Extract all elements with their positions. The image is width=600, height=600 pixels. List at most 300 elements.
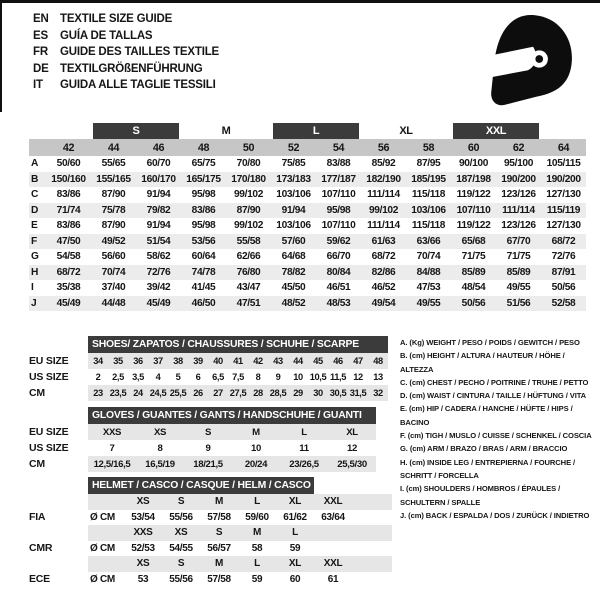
- row-label: EU SIZE: [29, 353, 88, 369]
- measurement-value: 115/118: [411, 220, 446, 232]
- row-letter: I: [31, 282, 34, 294]
- measurement-value: 61/63: [361, 234, 406, 250]
- helmet-table: [29, 477, 392, 587]
- helmet-size-label: XS: [162, 525, 200, 541]
- measurement-value: 65/68: [451, 234, 496, 250]
- spacer-cell: [29, 407, 88, 424]
- legend-item: J. (cm) BACK / ESPALDA / DOS / ZURÜCK / INDIETRO: [400, 510, 590, 520]
- measurement-value: 68/72: [541, 234, 586, 250]
- helmet-size-label: M: [200, 494, 238, 510]
- section-row: [29, 440, 376, 456]
- measurement-value: 54/58: [56, 251, 81, 263]
- helmet-size-label: S: [162, 494, 200, 510]
- measurement-value: 103/106: [276, 220, 311, 232]
- page-top-border: [0, 0, 600, 3]
- language-title: GUIDA ALLE TAGLIE TESSILI: [60, 79, 216, 92]
- measurement-value: 87/91: [541, 265, 586, 281]
- measurement-value: 62/66: [236, 251, 261, 263]
- language-code: ES: [33, 29, 48, 42]
- size-value: 18/21,5: [184, 456, 232, 472]
- measurement-value: 51/56: [496, 296, 541, 312]
- row-letter: H: [29, 265, 46, 281]
- size-value: 8: [255, 372, 261, 382]
- measurement-value: 45/49: [46, 296, 91, 312]
- language-title: GUÍA DE TALLAS: [60, 29, 153, 42]
- size-group-M: M: [221, 125, 231, 137]
- helmet-value: 59/60: [245, 511, 269, 523]
- measurement-row: [29, 187, 586, 203]
- measurement-value: 85/92: [371, 158, 396, 170]
- size-number: 58: [406, 139, 451, 156]
- helmet-value: 56/57: [207, 542, 231, 554]
- measurement-value: 41/45: [191, 282, 216, 294]
- helmet-value: 55/56: [169, 511, 193, 523]
- size-value: 12,5/16,5: [88, 456, 136, 472]
- size-value: 5: [175, 372, 181, 382]
- measurement-value: 68/72: [46, 265, 91, 281]
- section-row: [29, 353, 388, 369]
- measurement-value: 49/54: [361, 296, 406, 312]
- size-value: 44: [288, 353, 308, 369]
- spacer-cell: [314, 477, 352, 494]
- helmet-size-label: XS: [124, 494, 162, 510]
- spacer-cell: [88, 556, 124, 572]
- size-value: 27: [208, 385, 228, 401]
- language-title: GUIDE DES TAILLES TEXTILE: [60, 46, 219, 59]
- measurement-value: 123/126: [501, 189, 536, 201]
- measurement-value: 70/74: [416, 251, 441, 263]
- size-value: 12: [347, 442, 358, 454]
- section-title: GLOVES / GUANTES / GANTS / HANDSCHUHE / GUANTI: [88, 407, 376, 424]
- size-value: 12: [353, 372, 363, 382]
- helmet-value: 59: [289, 542, 301, 554]
- row-letter: C: [31, 189, 39, 201]
- size-value: 13: [373, 372, 383, 382]
- shoes-table: [29, 336, 388, 401]
- size-number: 54: [316, 139, 361, 156]
- size-value: XL: [328, 424, 376, 440]
- filler-cell: [352, 525, 392, 541]
- size-number: 52: [271, 139, 316, 156]
- measurement-value: 70/80: [236, 158, 261, 170]
- measurement-value: 65/75: [191, 158, 216, 170]
- measurement-value: 127/130: [546, 220, 581, 232]
- diameter-unit: Ø CM: [90, 542, 115, 554]
- measurement-value: 55/58: [226, 234, 271, 250]
- measurement-value: 103/106: [406, 203, 451, 219]
- helmet-value: 61: [327, 573, 339, 585]
- measurement-value: 80/84: [316, 265, 361, 281]
- legend-item: A. (Kg) WEIGHT / PESO / POIDS / GEWITCH / PESO: [400, 338, 580, 347]
- size-value: 29: [288, 385, 308, 401]
- measurement-value: 72/76: [551, 251, 576, 263]
- size-value: 3,5: [132, 372, 144, 382]
- filler-cell: [352, 541, 392, 557]
- measurement-value: 119/122: [456, 220, 491, 232]
- language-title: TEXTILE SIZE GUIDE: [60, 13, 173, 25]
- measurement-value: 107/110: [321, 220, 356, 232]
- helmet-value: [314, 541, 352, 557]
- measurement-value: 85/89: [496, 265, 541, 281]
- row-label: EU SIZE: [29, 424, 88, 440]
- language-title: TEXTILGRÖßENFÜHRUNG: [60, 62, 203, 75]
- size-number: 60: [451, 139, 496, 156]
- measurement-value: 177/187: [316, 172, 361, 188]
- helmet-size-row: [29, 494, 392, 510]
- measurement-value: 79/82: [136, 203, 181, 219]
- measurement-value: 71/75: [506, 251, 531, 263]
- size-value: 35: [108, 353, 128, 369]
- measurement-value: 46/51: [326, 282, 351, 294]
- section-row: [29, 456, 376, 472]
- measurement-value: 59/62: [316, 234, 361, 250]
- section-title: HELMET / CASCO / CASQUE / HELM / CASCO: [88, 477, 314, 494]
- page-left-border: [0, 0, 2, 112]
- row-label: CM: [29, 456, 88, 472]
- size-value: 25,5/30: [328, 456, 376, 472]
- section-row: [29, 385, 388, 401]
- measurement-row: [29, 265, 586, 281]
- measurement-value: 71/74: [46, 203, 91, 219]
- row-letter: A: [31, 158, 39, 170]
- helmet-size-label: [314, 525, 352, 541]
- gloves-table: [29, 407, 376, 472]
- measurement-value: 190/200: [541, 172, 586, 188]
- certification-label: ECE: [29, 572, 88, 588]
- size-value: 23,5: [108, 385, 128, 401]
- section-header-row: [29, 477, 392, 494]
- helmet-value: 55/56: [169, 573, 193, 585]
- legend-item: H. (cm) INSIDE LEG / ENTREPIERNA / FOURCHE / SCHRITT / FORCELLA: [400, 457, 576, 480]
- measurement-value: 99/102: [233, 189, 264, 201]
- size-value: S: [184, 424, 232, 440]
- measurement-value: 84/88: [406, 265, 451, 281]
- size-number: 50: [226, 139, 271, 156]
- size-value: 8: [157, 442, 163, 454]
- size-number: 44: [91, 139, 136, 156]
- size-value: 27,5: [228, 385, 248, 401]
- language-list: [33, 11, 219, 94]
- spacer-cell: [29, 525, 88, 541]
- measurement-value: 95/98: [191, 189, 216, 201]
- size-value: 7,5: [232, 372, 244, 382]
- size-value: 10,5: [309, 372, 327, 382]
- size-value: 30,5: [328, 385, 348, 401]
- language-code: EN: [33, 13, 49, 25]
- visor-pivot-inner: [535, 55, 543, 63]
- measurement-value: 150/160: [46, 172, 91, 188]
- helmet-size-label: S: [200, 525, 238, 541]
- language-row: [33, 77, 219, 94]
- legend-item: F. (cm) TIGH / MUSLO / CUISSE / SCHENKEL / COSCIA: [400, 431, 592, 441]
- spacer-cell: [88, 494, 124, 510]
- measurement-value: 64/68: [281, 251, 306, 263]
- language-row: [33, 11, 219, 28]
- size-group-row: [29, 123, 586, 139]
- measurement-value: 87/90: [101, 220, 126, 232]
- measurement-value: 99/102: [233, 220, 264, 232]
- helmet-value: 52/53: [131, 542, 155, 554]
- measurement-value: 155/165: [91, 172, 136, 188]
- measurement-value: 95/98: [191, 220, 216, 232]
- diameter-unit: Ø CM: [90, 573, 115, 585]
- measurement-row: [29, 203, 586, 219]
- spacer-cell: [29, 477, 88, 494]
- measurement-value: 63/66: [406, 234, 451, 250]
- size-number-row: [29, 139, 586, 156]
- measurement-value: 105/115: [546, 158, 581, 170]
- measurement-value: 185/195: [406, 172, 451, 188]
- helmet-value-row: [29, 572, 392, 588]
- size-value: 6: [195, 372, 201, 382]
- diameter-unit: Ø CM: [90, 511, 115, 523]
- measurement-value: 111/114: [496, 203, 541, 219]
- size-value: 11: [299, 442, 309, 454]
- measurement-row: [29, 280, 586, 296]
- language-code: DE: [33, 62, 49, 75]
- spacer-cell: [29, 139, 46, 156]
- measurement-value: 45/50: [281, 282, 306, 294]
- size-number: 46: [136, 139, 181, 156]
- measurement-value: 160/170: [136, 172, 181, 188]
- size-value: 39: [188, 353, 208, 369]
- spacer-cell: [29, 494, 88, 510]
- measurement-value: 35/38: [56, 282, 81, 294]
- textile-size-table: [29, 123, 586, 311]
- size-value: 32: [368, 385, 388, 401]
- helmet-size-label: XXL: [314, 556, 352, 572]
- helmet-value: 53/54: [131, 511, 155, 523]
- legend-item: I. (cm) SHOULDERS / HOMBROS / ÉPAULES / SCHULTERN / SPALLE: [400, 484, 561, 507]
- measurement-value: 87/90: [226, 203, 271, 219]
- helmet-size-label: XL: [276, 556, 314, 572]
- size-value: 28: [248, 385, 268, 401]
- size-group-spacer: [29, 123, 91, 139]
- size-number: 48: [181, 139, 226, 156]
- size-value: 34: [88, 353, 108, 369]
- measurement-value: 111/114: [367, 220, 400, 232]
- measurement-value: 48/54: [461, 282, 486, 294]
- helmet-value: 53: [137, 573, 149, 585]
- measurement-value: 72/76: [136, 265, 181, 281]
- helmet-icon: [472, 8, 582, 110]
- measurement-value: 53/56: [181, 234, 226, 250]
- row-letter: J: [29, 296, 46, 312]
- measurement-value: 123/126: [501, 220, 536, 232]
- helmet-value: 63/64: [321, 511, 345, 523]
- language-row: [33, 61, 219, 78]
- measurement-value: 52/58: [541, 296, 586, 312]
- row-letter: B: [29, 172, 46, 188]
- measurement-row: [29, 156, 586, 172]
- size-value: XS: [136, 424, 184, 440]
- legend-item: D. (cm) WAIST / CINTURA / TAILLE / HÜFTUNG / VITA: [400, 391, 587, 401]
- measurement-value: 82/86: [361, 265, 406, 281]
- filler-cell: [352, 494, 392, 510]
- legend-item: G. (cm) ARM / BRAZO / BRAS / ARM / BRACCIO: [400, 444, 568, 454]
- language-code: IT: [33, 79, 43, 92]
- measurement-value: 107/110: [321, 189, 356, 201]
- measurement-value: 46/50: [181, 296, 226, 312]
- helmet-value: 60: [289, 573, 301, 585]
- size-group-S: S: [91, 123, 181, 139]
- certification-label: FIA: [29, 510, 88, 526]
- size-value: 2: [95, 372, 101, 382]
- filler-cell: [352, 572, 392, 588]
- helmet-size-label: M: [238, 525, 276, 541]
- measurement-value: 71/75: [461, 251, 486, 263]
- size-value: 31,5: [348, 385, 368, 401]
- helmet-value: 61/62: [283, 511, 307, 523]
- measurement-value: 85/89: [451, 265, 496, 281]
- language-row: [33, 44, 219, 61]
- size-value: 25,5: [168, 385, 188, 401]
- language-row: [33, 28, 219, 45]
- measurement-value: 83/86: [56, 220, 81, 232]
- size-value: 46: [328, 353, 348, 369]
- size-value: 11,5: [330, 372, 346, 382]
- size-value: 43: [268, 353, 288, 369]
- measurement-value: 48/52: [271, 296, 316, 312]
- measurement-value: 83/86: [56, 189, 81, 201]
- size-group-L: L: [271, 123, 361, 139]
- size-value: 24: [128, 385, 148, 401]
- helmet-size-label: L: [238, 556, 276, 572]
- helmet-size-row: [29, 556, 392, 572]
- size-value: 10: [293, 372, 303, 382]
- measurement-value: 87/95: [416, 158, 441, 170]
- measurement-value: 115/118: [411, 189, 446, 201]
- row-letter: D: [29, 203, 46, 219]
- section-title: SHOES/ ZAPATOS / CHAUSSURES / SCHUHE / SCARPE: [88, 336, 388, 353]
- section-header-row: [29, 407, 376, 424]
- measurement-value: 75/85: [281, 158, 306, 170]
- measurement-value: 57/60: [271, 234, 316, 250]
- measurement-value: 37/40: [101, 282, 126, 294]
- measurement-value: 66/70: [326, 251, 351, 263]
- measurement-value: 103/106: [276, 189, 311, 201]
- measurement-value: 50/56: [451, 296, 496, 312]
- measurement-value: 99/102: [361, 203, 406, 219]
- helmet-value: 59: [251, 573, 263, 585]
- measurement-value: 173/183: [271, 172, 316, 188]
- measurement-row: [29, 172, 586, 188]
- size-value: 41: [228, 353, 248, 369]
- size-value: M: [232, 424, 280, 440]
- language-code: FR: [33, 46, 48, 59]
- row-label: CM: [29, 385, 88, 401]
- row-letter: G: [31, 251, 39, 263]
- size-value: 45: [308, 353, 328, 369]
- measurement-row: [29, 234, 586, 250]
- measurement-value: 91/94: [271, 203, 316, 219]
- measurement-value: 50/60: [56, 158, 81, 170]
- spacer-cell: [352, 477, 392, 494]
- section-header-row: [29, 336, 388, 353]
- spacer-cell: [88, 525, 124, 541]
- measurement-value: 182/190: [361, 172, 406, 188]
- size-value: 23/26,5: [280, 456, 328, 472]
- measurement-value: 91/94: [146, 189, 171, 201]
- measurement-row: [29, 249, 586, 265]
- helmet-value: 58: [251, 542, 263, 554]
- helmet-size-label: XS: [124, 556, 162, 572]
- measurement-value: 47/51: [226, 296, 271, 312]
- measurement-value: 39/42: [146, 282, 171, 294]
- measurement-value: 47/53: [416, 282, 441, 294]
- size-value: 6,5: [212, 372, 224, 382]
- measurement-value: 83/86: [181, 203, 226, 219]
- size-value: 47: [348, 353, 368, 369]
- measurement-value: 119/122: [456, 189, 491, 201]
- filler-cell: [352, 510, 392, 526]
- helmet-size-label: XL: [276, 494, 314, 510]
- size-value: 16,5/19: [136, 456, 184, 472]
- measurement-value: 91/94: [146, 220, 171, 232]
- size-value: 40: [208, 353, 228, 369]
- helmet-value-row: [29, 510, 392, 526]
- size-number: 62: [496, 139, 541, 156]
- measurement-value: 90/100: [458, 158, 489, 170]
- size-number: 64: [541, 139, 586, 156]
- measurement-value: 58/62: [146, 251, 171, 263]
- measurement-value: 49/52: [91, 234, 136, 250]
- size-group-XL: XL: [399, 125, 413, 137]
- size-group-XXL: XXL: [451, 123, 541, 139]
- row-letter: E: [31, 220, 38, 232]
- helmet-value: 54/55: [169, 542, 193, 554]
- helmet-size-label: L: [276, 525, 314, 541]
- size-value: 9: [205, 442, 211, 454]
- measurement-value: 55/65: [101, 158, 126, 170]
- size-number: 56: [361, 139, 406, 156]
- size-value: 24,5: [148, 385, 168, 401]
- helmet-value-row: [29, 541, 392, 557]
- size-value: 20/24: [232, 456, 280, 472]
- measurement-value: 49/55: [506, 282, 531, 294]
- certification-label: CMR: [29, 541, 88, 557]
- measurement-value: 95/98: [316, 203, 361, 219]
- measurement-value: 170/180: [226, 172, 271, 188]
- measurement-value: 111/114: [367, 189, 400, 201]
- measurement-value: 87/90: [101, 189, 126, 201]
- measurement-value: 51/54: [136, 234, 181, 250]
- row-letter: F: [29, 234, 46, 250]
- spacer-cell: [29, 336, 88, 353]
- size-value: 36: [128, 353, 148, 369]
- row-label: US SIZE: [29, 369, 88, 385]
- helmet-size-label: XXL: [314, 494, 352, 510]
- measurement-value: 75/78: [91, 203, 136, 219]
- measurement-value: 115/119: [541, 203, 586, 219]
- measurement-value: 74/78: [181, 265, 226, 281]
- helmet-size-label: L: [238, 494, 276, 510]
- measurement-value: 50/56: [551, 282, 576, 294]
- size-value: 7: [109, 442, 115, 454]
- measurement-value: 46/52: [371, 282, 396, 294]
- size-value: 4: [155, 372, 161, 382]
- size-group-spacer: [541, 123, 586, 139]
- size-value: 23: [88, 385, 108, 401]
- size-value: XXS: [88, 424, 136, 440]
- spacer-cell: [29, 556, 88, 572]
- measurement-value: 60/70: [146, 158, 171, 170]
- size-value: 9: [275, 372, 281, 382]
- measurement-value: 48/53: [316, 296, 361, 312]
- size-value: 28,5: [268, 385, 288, 401]
- measurement-value: 56/60: [101, 251, 126, 263]
- size-value: 26: [188, 385, 208, 401]
